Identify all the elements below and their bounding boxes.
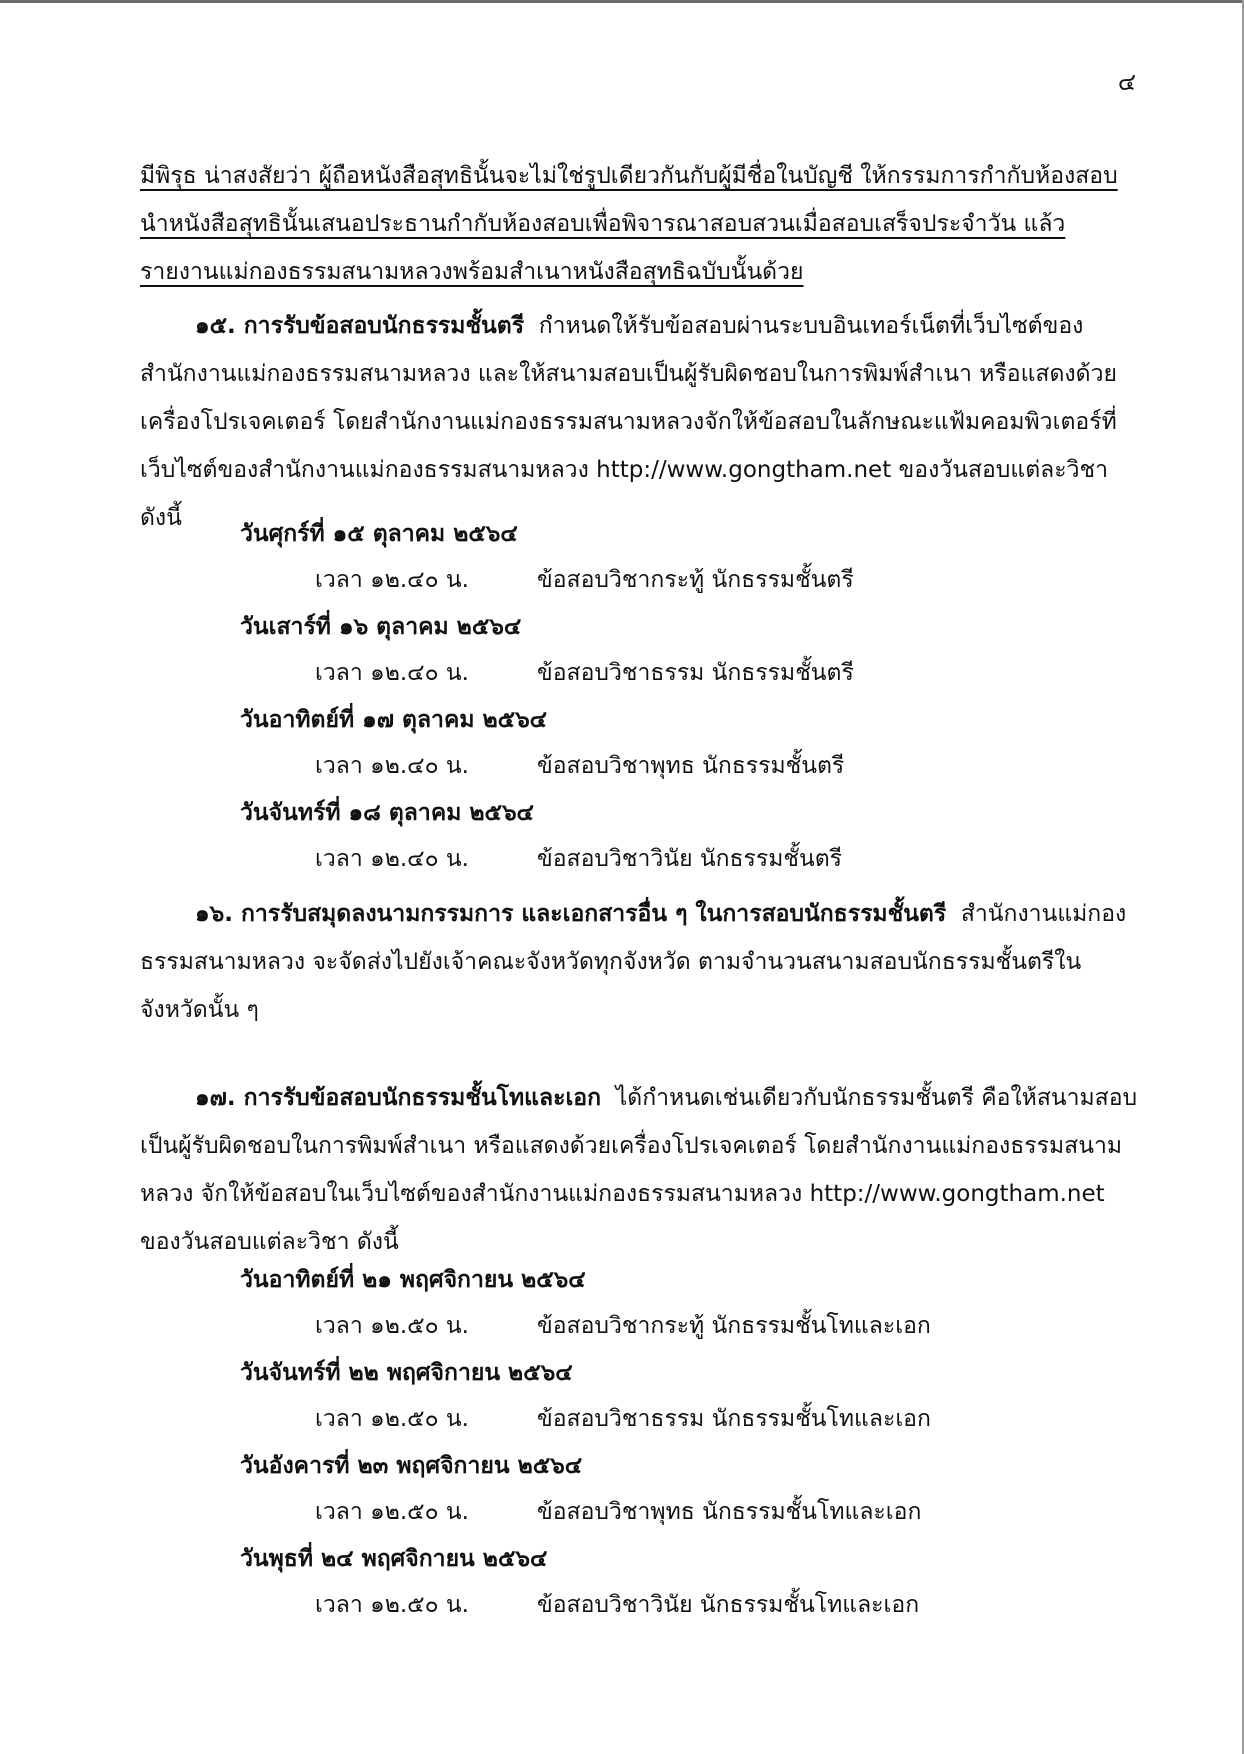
schedule-time: เวลา ๑๒.๕๐ น. [315, 1406, 469, 1432]
section-16-heading: ๑๖. การรับสมุดลงนามกรรมการ และเอกสารอื่น ๆ ในการสอบนักธรรมชั้นตรี [195, 901, 947, 927]
schedule-day [0, 791, 1244, 884]
section-16-paragraph [140, 890, 1138, 1034]
schedule-subject: ข้อสอบวิชาธรรม นักธรรมชั้นตรี [537, 660, 854, 686]
schedule-subject: ข้อสอบวิชาวินัย นักธรรมชั้นโทและเอก [537, 1592, 920, 1618]
schedule-day-title: วันอาทิตย์ที่ ๑๗ ตุลาคม ๒๕๖๔ [240, 707, 548, 733]
section-16-body: สำนักงานแม่กองธรรมสนามหลวง จะจัดส่งไปยังเจ้าคณะจังหวัดทุกจังหวัด ตามจำนวนสนามสอบนักธรรมชั้นตรีในจังหวัดนั้น ๆ [140, 901, 1127, 1023]
section-17-paragraph [140, 1074, 1138, 1266]
schedule-time: เวลา ๑๒.๕๐ น. [315, 1313, 469, 1339]
schedule-day-title: วันจันทร์ที่ ๒๒ พฤศจิกายน ๒๕๖๔ [240, 1360, 573, 1386]
schedule-subject: ข้อสอบวิชาพุทธ นักธรรมชั้นตรี [537, 753, 845, 779]
schedule-day-title: วันจันทร์ที่ ๑๘ ตุลาคม ๒๕๖๔ [240, 800, 534, 826]
schedule-day-title: วันอังคารที่ ๒๓ พฤศจิกายน ๒๕๖๔ [240, 1453, 583, 1479]
scan-edge-top [0, 0, 1244, 3]
schedule-time: เวลา ๑๒.๕๐ น. [315, 1592, 469, 1618]
section-17-body: ได้กำหนดเช่นเดียวกับนักธรรมชั้นตรี คือให้สนามสอบเป็นผู้รับผิดชอบในการพิมพ์สำเนา หรือแสดงด้วยเครื่องโปรเจคเตอร์ โดยสำนักงานแม่กองธรรมสนามหลวง จักให้ข้อสอบในเว็บไซต์ของสำนักงานแม่กองธรรมสนามหลวง http://www.gongtham.net ของวันสอบแต่ละวิชา ดังนี้ [140, 1085, 1138, 1255]
section-17-heading: ๑๗. การรับข้อสอบนักธรรมชั้นโทและเอก [195, 1085, 602, 1111]
schedule-time: เวลา ๑๒.๔๐ น. [315, 567, 469, 593]
continuation-paragraph: มีพิรุธ น่าสงสัยว่า ผู้ถือหนังสือสุทธินั้นจะไม่ใช่รูปเดียวกันกับผู้มีชื่อในบัญชี ให้กรรมการกำกับห้องสอบนำหนังสือสุทธินั้นเสนอประธานกำกับห้องสอบเพื่อพิจารณาสอบสวนเมื่อสอบเสร็จประจำวัน แล้วรายงานแม่กองธรรมสนามหลวงพร้อมสำเนาหนังสือสุทธิฉบับนั้นด้วย [140, 163, 1118, 285]
section-15-heading: ๑๕. การรับข้อสอบนักธรรมชั้นตรี [195, 313, 525, 339]
schedule-time: เวลา ๑๒.๔๐ น. [315, 660, 469, 686]
schedule-day-title: วันเสาร์ที่ ๑๖ ตุลาคม ๒๕๖๔ [240, 614, 522, 640]
schedule-day [0, 512, 1244, 605]
schedule-time: เวลา ๑๒.๕๐ น. [315, 1499, 469, 1525]
page-number: ๔ [1117, 68, 1136, 96]
schedule-day [0, 1537, 1244, 1630]
schedule-subject: ข้อสอบวิชากระทู้ นักธรรมชั้นตรี [537, 567, 854, 593]
schedule-day [0, 698, 1244, 791]
section-15-schedule [0, 512, 1244, 884]
schedule-day-title: วันอาทิตย์ที่ ๒๑ พฤศจิกายน ๒๕๖๔ [240, 1267, 586, 1293]
schedule-time: เวลา ๑๒.๔๐ น. [315, 753, 469, 779]
schedule-subject: ข้อสอบวิชาวินัย นักธรรมชั้นตรี [537, 846, 843, 872]
schedule-subject: ข้อสอบวิชาพุทธ นักธรรมชั้นโทและเอก [537, 1499, 922, 1525]
schedule-subject: ข้อสอบวิชาธรรม นักธรรมชั้นโทและเอก [537, 1406, 931, 1432]
schedule-day [0, 1351, 1244, 1444]
schedule-day [0, 1444, 1244, 1537]
schedule-day-title: วันพุธที่ ๒๔ พฤศจิกายน ๒๕๖๔ [240, 1546, 548, 1572]
schedule-day [0, 1258, 1244, 1351]
section-15-paragraph [140, 302, 1138, 542]
schedule-subject: ข้อสอบวิชากระทู้ นักธรรมชั้นโทและเอก [537, 1313, 931, 1339]
section-17-schedule [0, 1258, 1244, 1630]
schedule-day [0, 605, 1244, 698]
section-15-body: กำหนดให้รับข้อสอบผ่านระบบอินเทอร์เน็ตที่เว็บไซต์ของสำนักงานแม่กองธรรมสนามหลวง และให้สนามสอบเป็นผู้รับผิดชอบในการพิมพ์สำเนา หรือแสดงด้วยเครื่องโปรเจคเตอร์ โดยสำนักงานแม่กองธรรมสนามหลวงจักให้ข้อสอบในลักษณะแฟ้มคอมพิวเตอร์ที่เว็บไซต์ของสำนักงานแม่กองธรรมสนามหลวง http://www.gongtham.net ของวันสอบแต่ละวิชา ดังนี้ [140, 313, 1117, 531]
schedule-day-title: วันศุกร์ที่ ๑๕ ตุลาคม ๒๕๖๔ [240, 521, 518, 547]
schedule-time: เวลา ๑๒.๔๐ น. [315, 846, 469, 872]
